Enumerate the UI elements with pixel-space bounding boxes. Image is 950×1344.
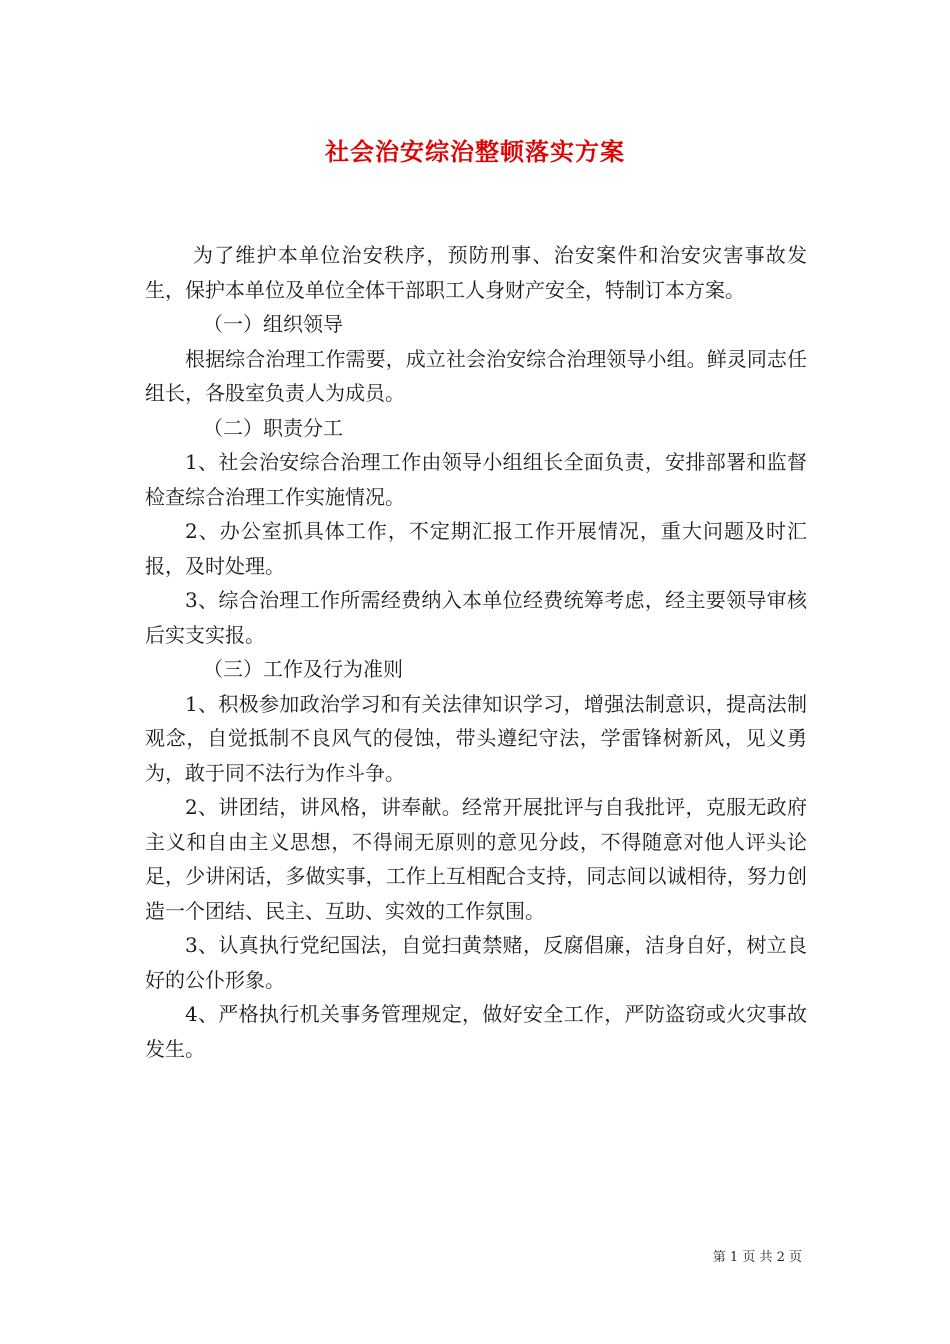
paragraph-conduct-1: 1、积极参加政治学习和有关法律知识学习，增强法制意识，提高法制观念，自觉抵制不良风气的侵蚀，带头遵纪守法，学雷锋树新风，见义勇为，敢于同不法行为作斗争。 [145,691,807,785]
paragraph-conduct-2: 2、讲团结，讲风格，讲奉献。经常开展批评与自我批评，克服无政府主义和自由主义思想，不得闹无原则的意见分歧，不得随意对他人评头论足，少讲闲话，多做实事，工作上互相配合支持，同志间以诚相待，努力创造一个团结、民主、互助、实效的工作氛围。 [145,795,807,923]
page-number: 第 1 页 共 2 页 [712,1250,802,1265]
document-body [145,238,807,1066]
section-heading-duties: （二）职责分工 [203,415,343,440]
paragraph-duty-1: 1、社会治安综合治理工作由领导小组组长全面负责，安排部署和监督检查综合治理工作实施情况。 [145,450,807,509]
paragraph-duty-2: 2、办公室抓具体工作，不定期汇报工作开展情况，重大问题及时汇报，及时处理。 [145,519,807,578]
section-heading-organization: （一）组织领导 [203,312,343,336]
paragraph-conduct-4: 4、严格执行机关事务管理规定，做好安全工作，严防盗窃或火灾事故发生。 [145,1002,807,1061]
document-title: 社会治安综治整顿落实方案 [325,137,625,166]
paragraph-organization: 根据综合治理工作需要，成立社会治安综合治理领导小组。鲜灵同志任组长，各股室负责人为成员。 [145,346,807,405]
section-heading-conduct: （三）工作及行为准则 [203,657,403,681]
paragraph-conduct-3: 3、认真执行党纪国法，自觉扫黄禁赌，反腐倡廉，洁身自好，树立良好的公仆形象。 [145,933,807,992]
intro-paragraph: 为了维护本单位治安秩序，预防刑事、治安案件和治安灾害事故发生，保护本单位及单位全体干部职工人身财产安全，特制订本方案。 [145,243,807,302]
paragraph-duty-3: 3、综合治理工作所需经费纳入本单位经费统筹考虑，经主要领导审核后实支实报。 [145,588,807,647]
